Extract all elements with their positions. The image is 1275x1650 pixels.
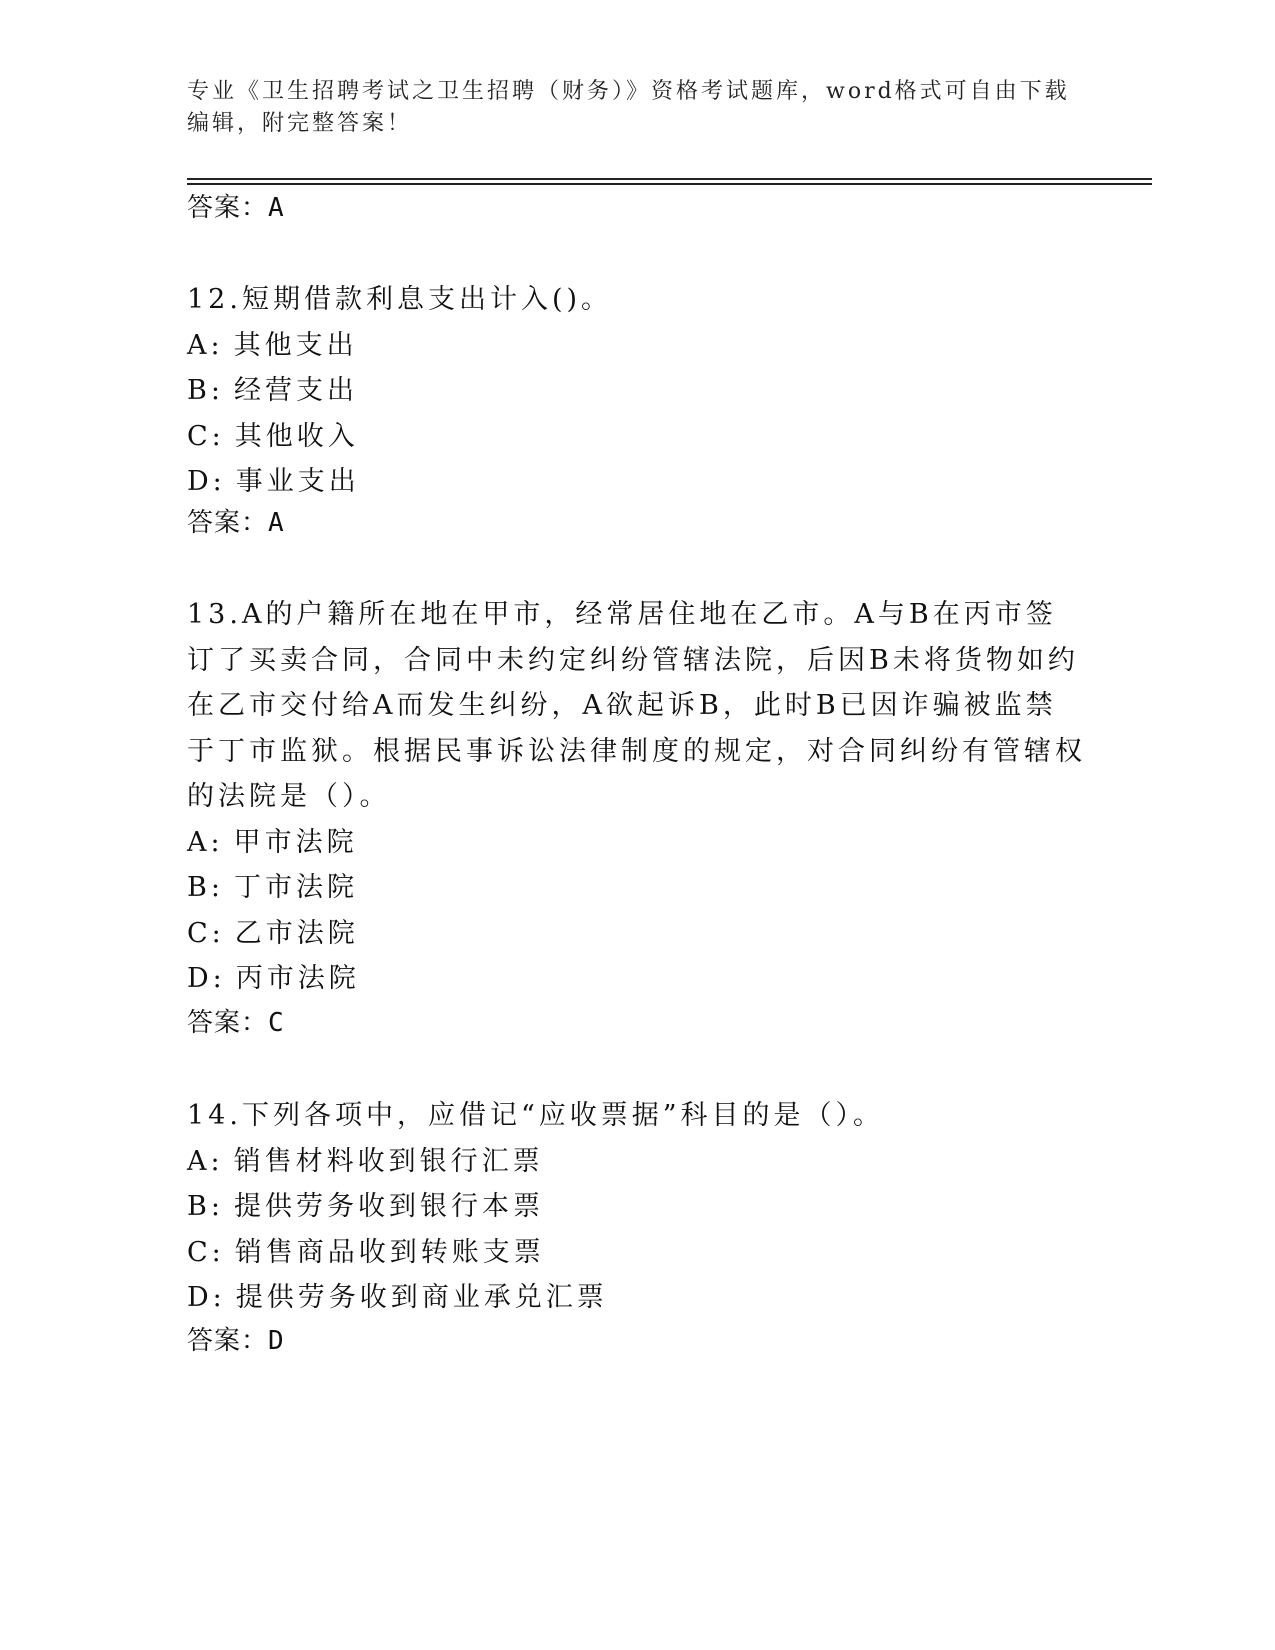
answer-line-prev bbox=[187, 190, 285, 226]
answer-line-13 bbox=[187, 1005, 285, 1041]
option-c: C: 销售商品收到转账支票 bbox=[187, 1236, 545, 1268]
question-stem: 13.A的户籍所在地在甲市，经常居住地在乙市。A与B在丙市签订了买卖合同，合同中未约定纠纷管辖法院，后因B未将货物如约在乙市交付给A而发生纠纷，A欲起诉B，此时B已因诈骗被监禁于丁市监狱。根据民事诉讼法律制度的规定，对合同纠纷有管辖权的法院是（）。 bbox=[187, 599, 1086, 812]
answer-value: A bbox=[268, 508, 285, 538]
question-14 bbox=[187, 1093, 1087, 1321]
answer-value: D bbox=[268, 1326, 285, 1356]
answer-value: C bbox=[268, 1008, 285, 1038]
option-c: C: 其他收入 bbox=[187, 420, 359, 452]
header-divider-top bbox=[187, 178, 1152, 180]
question-stem: 12.短期借款利息支出计入()。 bbox=[187, 284, 613, 315]
option-a: A: 销售材料收到银行汇票 bbox=[187, 1145, 544, 1177]
answer-label: 答案： bbox=[187, 193, 269, 223]
option-d: D: 提供劳务收到商业承兑汇票 bbox=[187, 1282, 608, 1313]
answer-line-12 bbox=[187, 505, 285, 541]
answer-value: A bbox=[268, 193, 285, 223]
option-d: D: 事业支出 bbox=[187, 466, 360, 497]
option-a: A: 其他支出 bbox=[187, 329, 358, 361]
header-divider-bottom bbox=[187, 183, 1152, 185]
option-b: B: 提供劳务收到银行本票 bbox=[187, 1191, 544, 1222]
option-c: C: 乙市法院 bbox=[187, 917, 359, 949]
document-header: 专业《卫生招聘考试之卫生招聘（财务）》资格考试题库，word格式可自由下载编辑，附完整答案！ bbox=[187, 79, 1070, 136]
option-d: D: 丙市法院 bbox=[187, 963, 360, 994]
option-a: A: 甲市法院 bbox=[187, 826, 358, 858]
question-12 bbox=[187, 277, 1087, 505]
answer-label: 答案： bbox=[187, 1008, 269, 1038]
question-stem: 14.下列各项中，应借记“应收票据”科目的是（）。 bbox=[187, 1100, 885, 1131]
question-13 bbox=[187, 592, 1087, 1002]
answer-line-14 bbox=[187, 1323, 285, 1359]
option-b: B: 丁市法院 bbox=[187, 872, 358, 903]
answer-label: 答案： bbox=[187, 1326, 269, 1356]
answer-label: 答案： bbox=[187, 508, 269, 538]
option-b: B: 经营支出 bbox=[187, 375, 358, 406]
